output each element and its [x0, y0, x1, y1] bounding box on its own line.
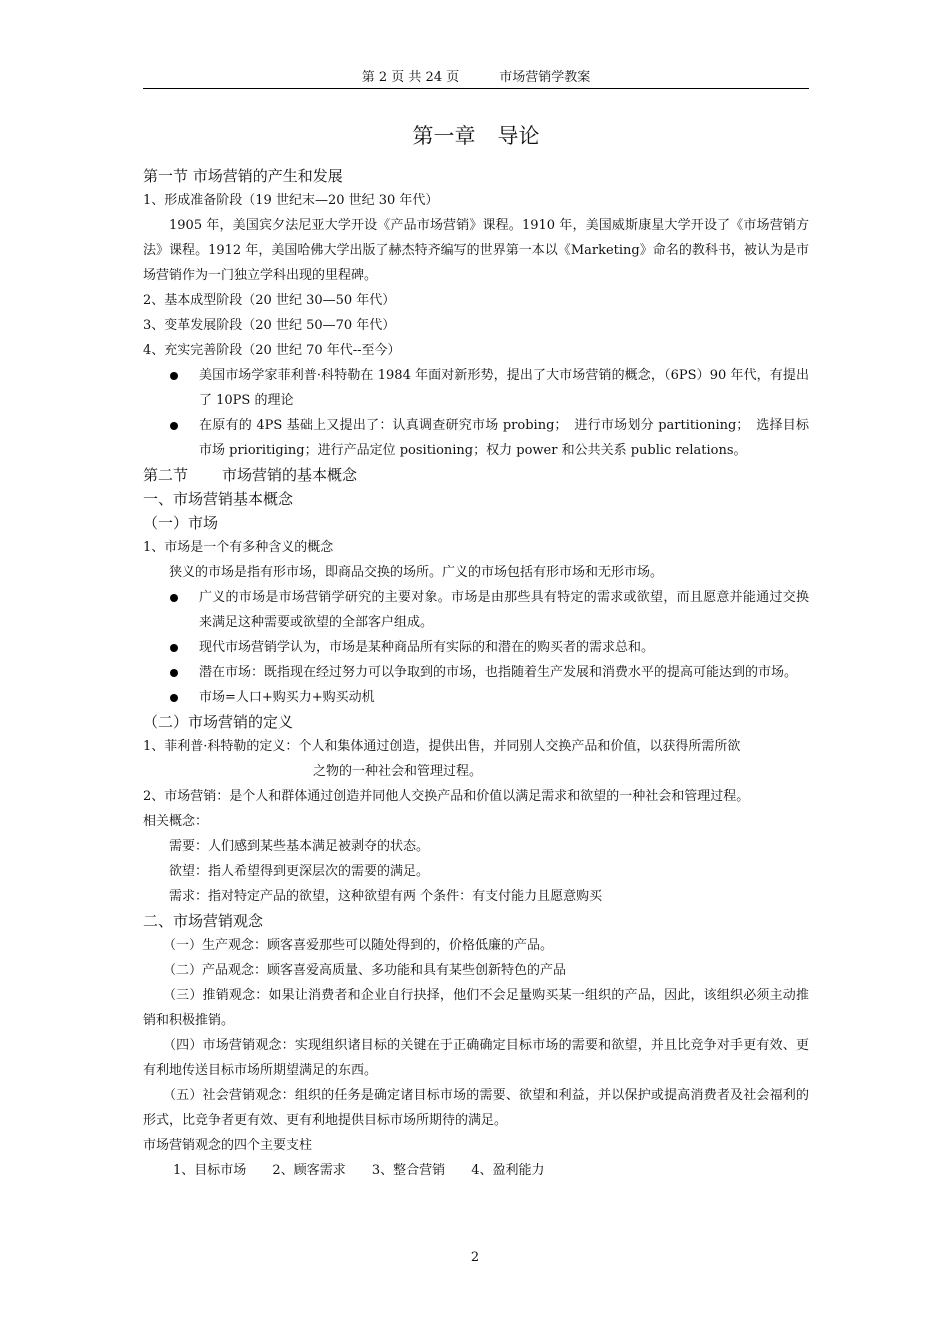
- bullet-icon: [170, 594, 178, 602]
- concept-need: 需要：人们感到某些基本满足被剥夺的状态。: [169, 839, 430, 854]
- stage-4-heading: 4、充实完善阶段（20 世纪 70 年代--至今）: [143, 343, 401, 358]
- definition-1-line-1: 1、菲利普·科特勒的定义：个人和集体通过创造，提供出售，并同别人交换产品和价值，以获得所需所欲: [143, 739, 741, 754]
- page-number: 2: [470, 1250, 480, 1265]
- part-1-heading: 一、市场营销基本概念: [143, 490, 294, 508]
- subheading-definition: （二）市场营销的定义: [143, 713, 294, 731]
- list-item: 潜在市场：既指现在经过努力可以争取到的市场，也指随着生产发展和消费水平的提高可能达到的市场。: [143, 660, 809, 685]
- pillars-title: 市场营销观念的四个主要支柱: [143, 1138, 313, 1153]
- part-2-heading: 二、市场营销观念: [143, 912, 264, 930]
- chapter-name: 导论: [497, 124, 540, 148]
- list-item: 广义的市场是市场营销学研究的主要对象。市场是由那些具有特定的需求或欲望，而且愿意并能通过交换来满足这种需要或欲望的全部客户组成。: [143, 585, 809, 635]
- stage-3-heading: 3、变革发展阶段（20 世纪 50—70 年代）: [143, 318, 396, 333]
- pillars-list: [143, 1158, 809, 1183]
- bullet-icon: [170, 694, 178, 702]
- list-item: 美国市场学家菲利普·科特勒在 1984 年面对新形势，提出了大市场营销的概念，（6PS）90 年代，有提出了 10PS 的理论: [143, 363, 809, 413]
- header-doc-title: 市场营销学教案: [499, 70, 591, 85]
- concept-want: 欲望：指人希望得到更深层次的需要的满足。: [169, 864, 430, 879]
- list-item: 现代市场营销学认为，市场是某种商品所有实际的和潜在的购买者的需求总和。: [143, 635, 809, 660]
- pillar-integrated-marketing: 3、整合营销: [371, 1163, 446, 1178]
- stage-2-heading: 2、基本成型阶段（20 世纪 30—50 年代）: [143, 293, 396, 308]
- page-header: [143, 68, 809, 89]
- section-2-title: 第二节 市场营销的基本概念: [143, 466, 358, 484]
- bullet-icon: [170, 644, 178, 652]
- header-page-info: 第 2 页 共 24 页: [361, 70, 460, 85]
- related-concepts-label: 相关概念：: [143, 814, 209, 829]
- subheading-market: （一）市场: [143, 514, 219, 532]
- stage-1-text: 1905 年，美国宾夕法尼亚大学开设《产品市场营销》课程。1910 年，美国威斯康星大学开设了《市场营销方法》课程。1912 年，美国哈佛大学出版了赫杰特齐编写的世界第一本以《Marketing》命名的教科书，被认为是市场营销作为一门独立学科出现的里程碑。: [143, 218, 809, 283]
- marketing-concept-product: （二）产品观念：顾客喜爱高质量、多功能和具有某些创新特色的产品: [163, 963, 567, 978]
- chapter-number: 第一章: [412, 124, 476, 148]
- definition-2: 2、市场营销：是个人和群体通过创造并同他人交换产品和价值以满足需求和欲望的一种社会和管理过程。: [143, 789, 750, 804]
- pillar-customer-needs: 2、顾客需求: [272, 1163, 346, 1178]
- market-item-1-text: 狭义的市场是指有形市场，即商品交换的场所。广义的市场包括有形市场和无形市场。: [169, 565, 664, 580]
- pillar-profitability: 4、盈利能力: [471, 1163, 545, 1178]
- list-item: 在原有的 4PS 基础上又提出了：认真调查研究市场 probing； 进行市场划分 partitioning； 选择目标市场 prioritiging；进行产品定位 positioning；权力 power 和公共关系 public relations。: [143, 413, 809, 463]
- marketing-concept-societal: （五）社会营销观念：组织的任务是确定诸目标市场的需要、欲望和利益，并以保护或提高消费者及社会福利的形式，比竞争者更有效、更有利地提供目标市场所期待的满足。: [143, 1088, 809, 1128]
- page-content: [143, 118, 809, 1183]
- marketing-concept-selling: （三）推销观念：如果让消费者和企业自行抉择，他们不会足量购买某一组织的产品，因此，该组织必须主动推销和积极推销。: [143, 988, 809, 1028]
- market-item-1: 1、市场是一个有多种含义的概念: [143, 540, 334, 555]
- section-1-title: 第一节 市场营销的产生和发展: [143, 167, 343, 185]
- bullet-icon: [170, 372, 178, 380]
- bullet-icon: [170, 422, 178, 430]
- bullet-icon: [170, 669, 178, 677]
- concept-demand: 需求：指对特定产品的欲望，这种欲望有两 个条件：有支付能力且愿意购买: [169, 889, 603, 904]
- chapter-title: [143, 118, 809, 154]
- marketing-concept-production: （一）生产观念：顾客喜爱那些可以随处得到的，价格低廉的产品。: [163, 938, 554, 953]
- marketing-concept-marketing: （四）市场营销观念：实现组织诸目标的关键在于正确确定目标市场的需要和欲望，并且比竞争对手更有效、更有利地传送目标市场所期望满足的东西。: [143, 1038, 809, 1078]
- stage-1-heading: 1、形成准备阶段（19 世纪末—20 世纪 30 年代）: [143, 193, 439, 208]
- list-item: 市场=人口+购买力+购买动机: [143, 685, 809, 710]
- pillar-target-market: 1、目标市场: [173, 1163, 247, 1178]
- definition-1-line-2: 之物的一种社会和管理过程。: [313, 764, 483, 779]
